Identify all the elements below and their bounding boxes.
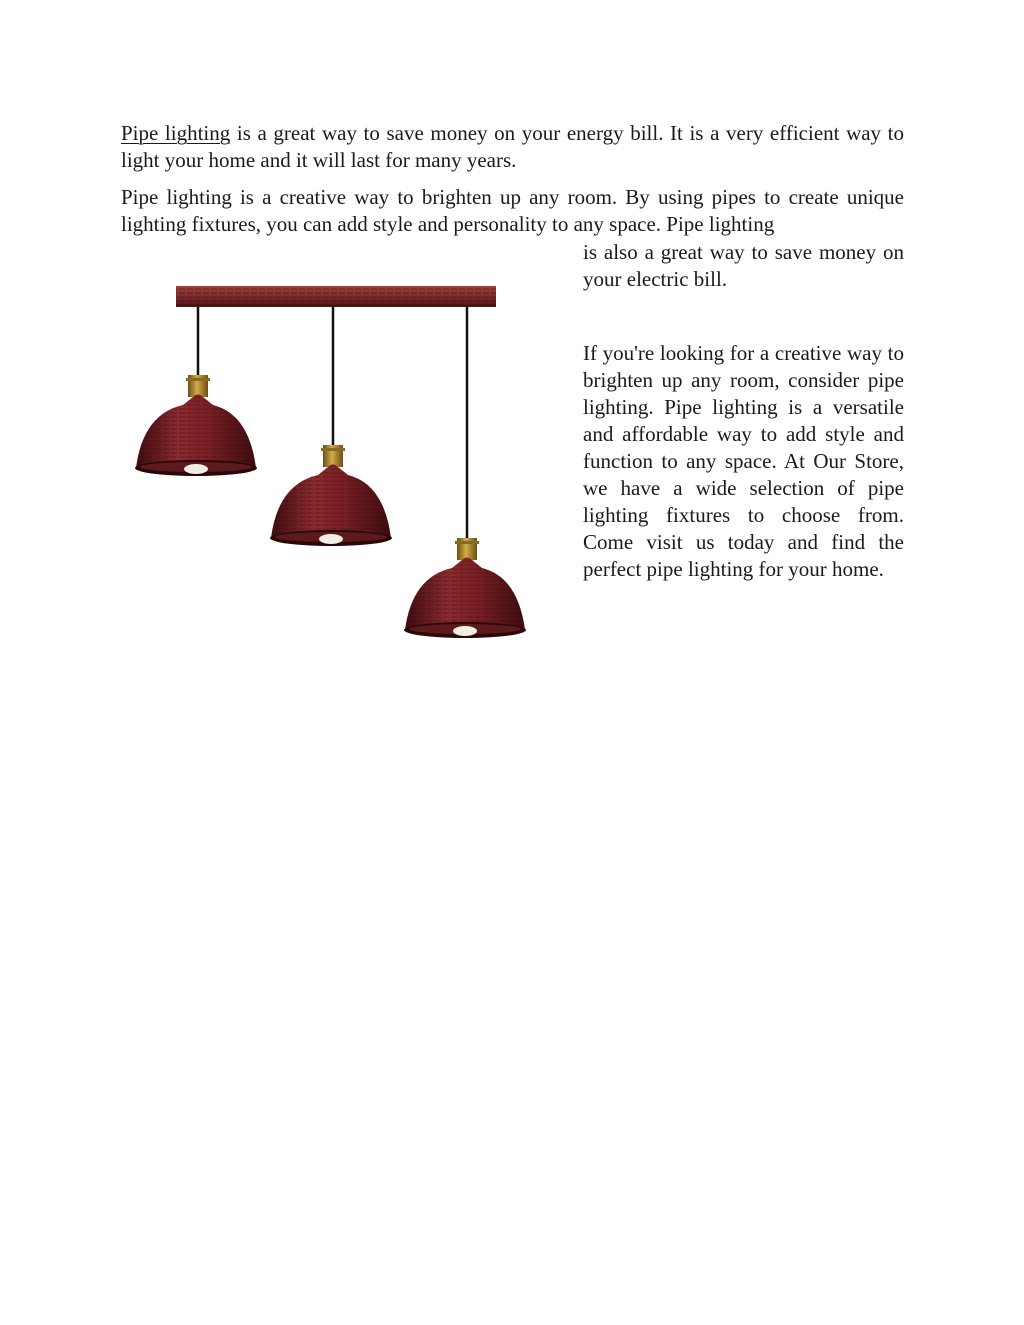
- creative-paragraph: Pipe lighting is a creative way to brighten up any room. By using pipes to create unique lighting fixtures, you can add style and personality to any space. Pipe lighting: [121, 185, 904, 236]
- pendant-lamp-left: [135, 375, 257, 476]
- store-paragraph: If you're looking for a creative way to brighten up any room, consider pipe lighting. Pipe lighting is a versatile and affordable way to add style and function to any space. At Our Store, we have a wide selection of pipe lighting fixtures to choose from. Come visit us today and find the perfect pipe lighting for your home.: [583, 341, 904, 581]
- pendant-lamp-middle: [270, 445, 392, 546]
- pendant-lamp-right: [404, 538, 526, 638]
- ceiling-canopy: [176, 286, 496, 307]
- intro-paragraph: [121, 120, 904, 174]
- side-text-column: [583, 239, 904, 583]
- intro-paragraph-text: is a great way to save money on your energy bill. It is a very efficient way to light your home and it will last for many years.: [121, 121, 904, 172]
- document-page: [121, 120, 904, 581]
- pipe-lighting-link[interactable]: Pipe lighting: [121, 121, 231, 145]
- pendant-lamp-image: [131, 280, 541, 642]
- electric-bill-paragraph: is also a great way to save money on your electric bill.: [583, 240, 904, 291]
